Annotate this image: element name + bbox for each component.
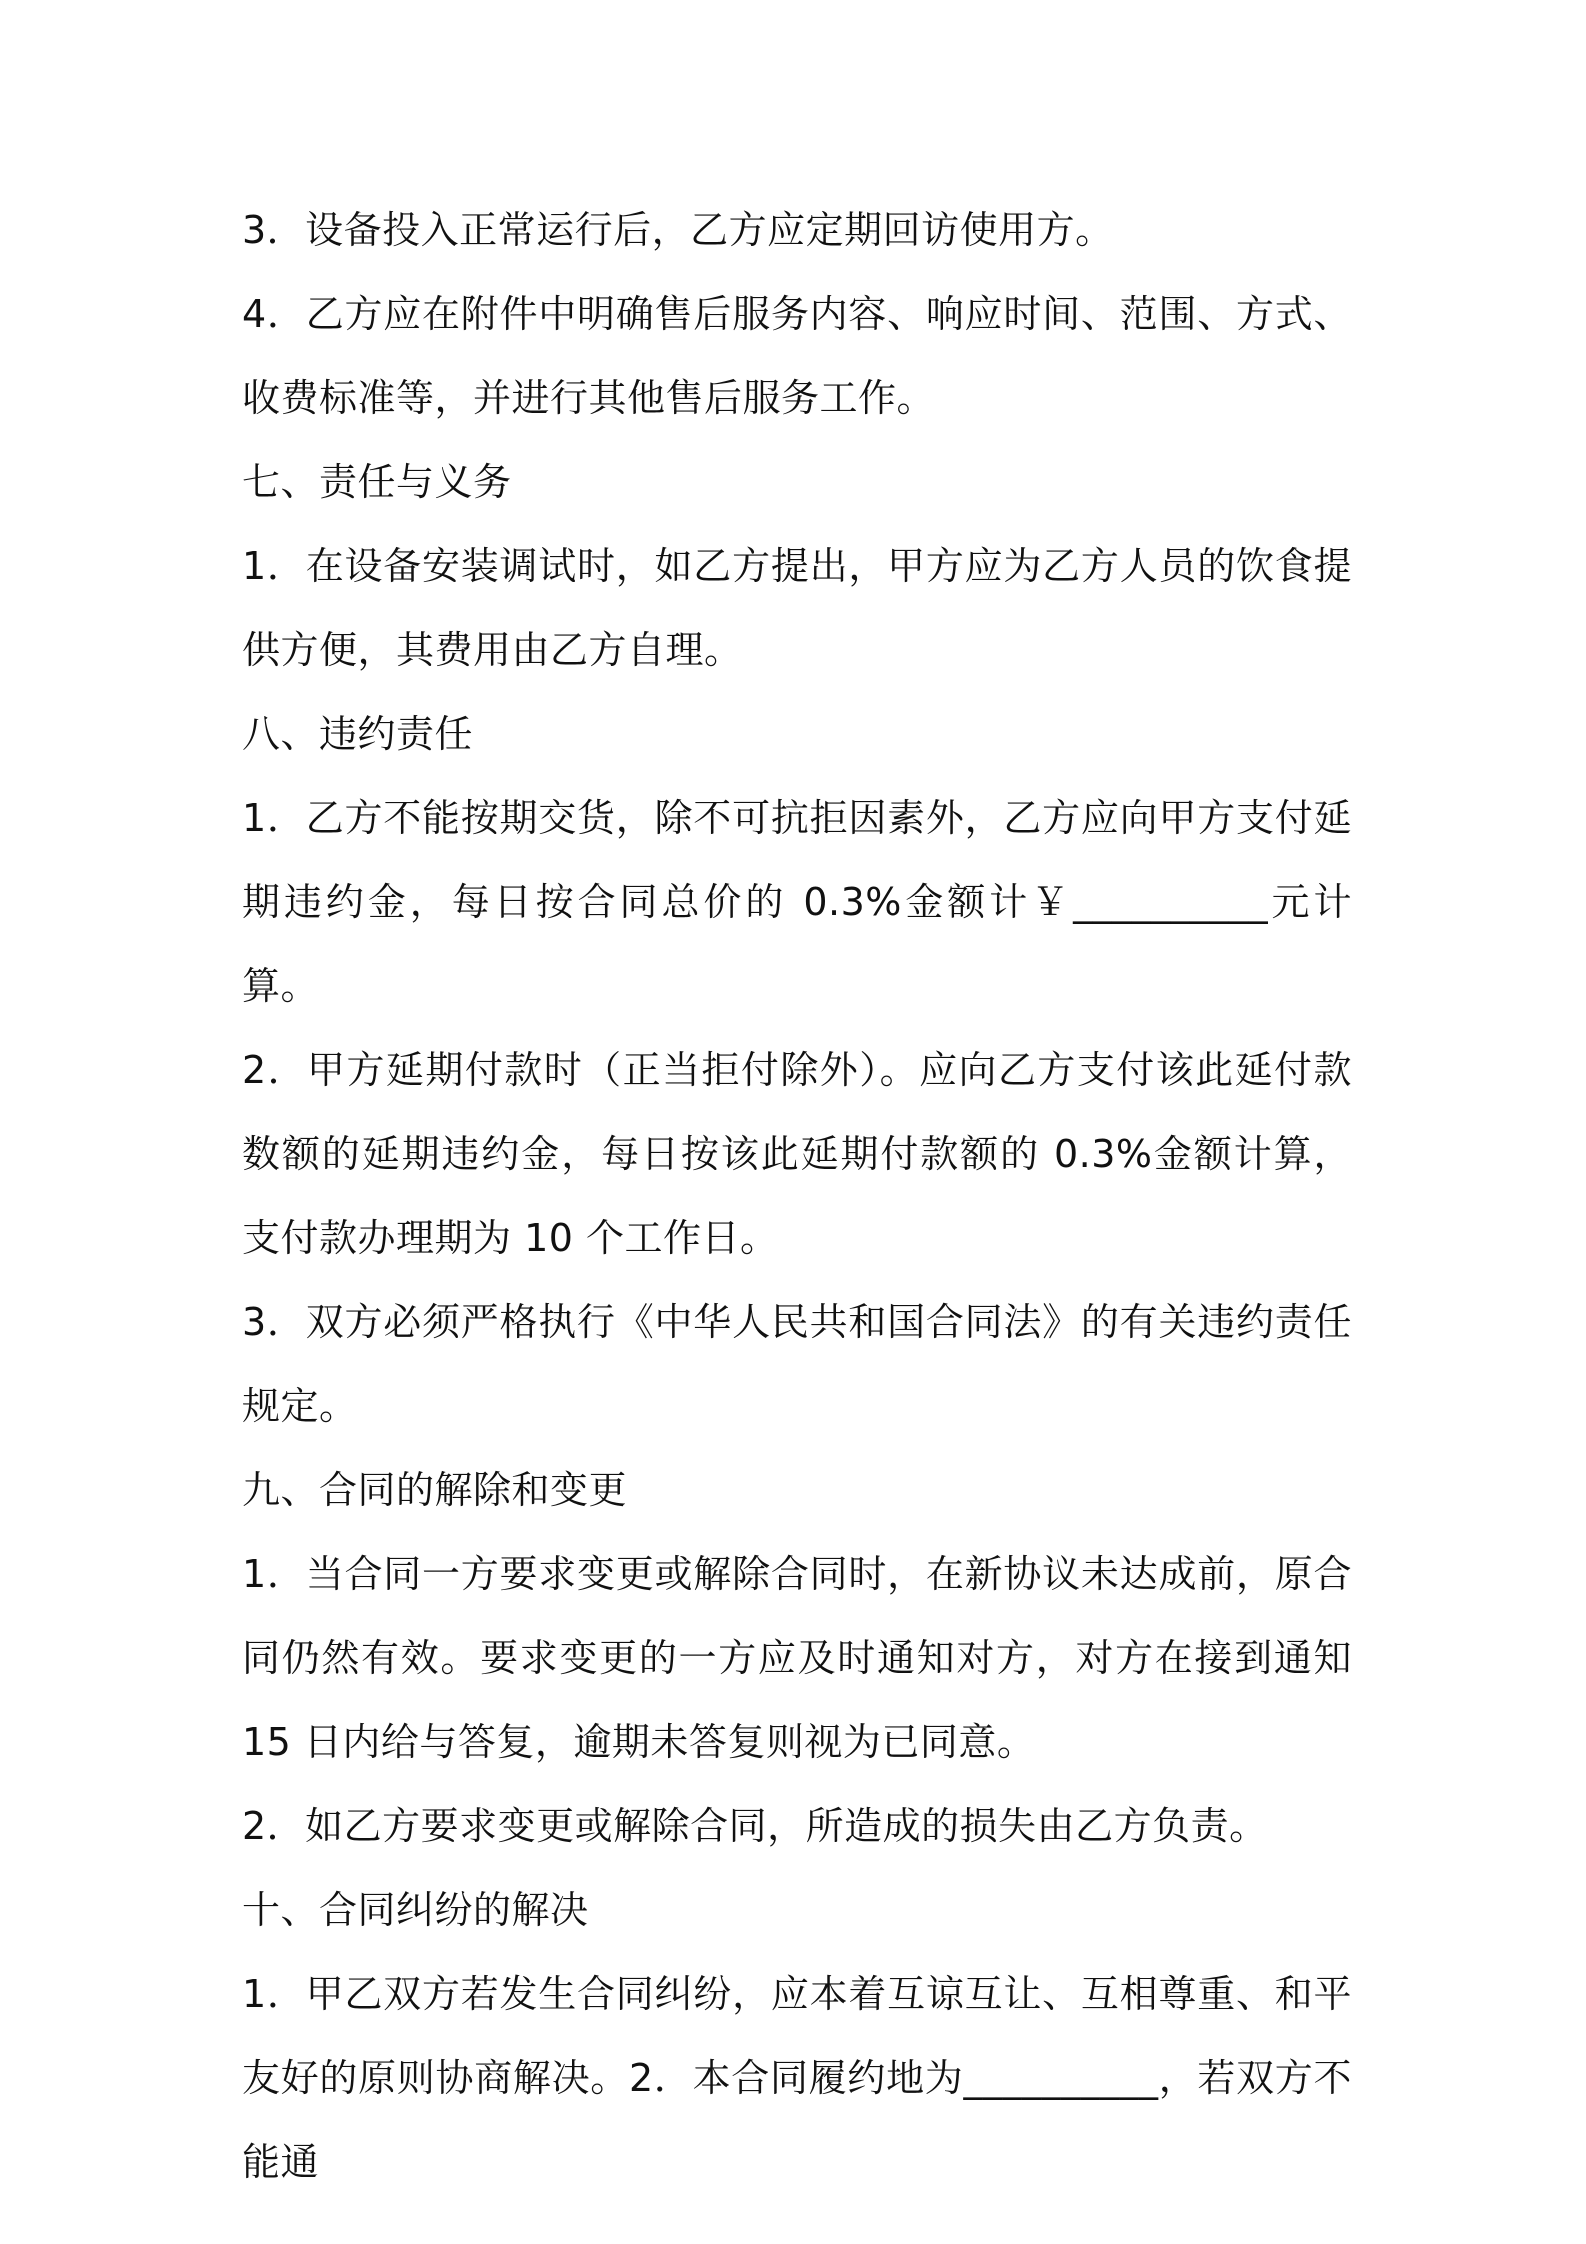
paragraph-8-3: 3．双方必须严格执行《中华人民共和国合同法》的有关违约责任规定。 [242, 1300, 1352, 1428]
paragraph-8-1: 1．乙方不能按期交货，除不可抗拒因素外，乙方应向甲方支付延期违约金，每日按合同总价的 0.3%金额计￥__________元计算。 [242, 796, 1352, 1008]
paragraph-item-3-followup: 3．设备投入正常运行后，乙方应定期回访使用方。 [242, 208, 1114, 252]
paragraph-10-1: 1．甲乙双方若发生合同纠纷，应本着互谅互让、互相尊重、和平友好的原则协商解决。2．本合同履约地为__________，若双方不能通 [242, 1972, 1352, 2184]
section-heading-7: 七、责任与义务 [242, 460, 512, 504]
paragraph-9-2: 2．如乙方要求变更或解除合同，所造成的损失由乙方负责。 [242, 1804, 1268, 1848]
paragraph-7-1: 1．在设备安装调试时，如乙方提出，甲方应为乙方人员的饮食提供方便，其费用由乙方自理。 [242, 544, 1352, 672]
section-heading-9: 九、合同的解除和变更 [242, 1468, 628, 1512]
section-heading-8: 八、违约责任 [242, 712, 474, 756]
paragraph-item-4-after-sales: 4．乙方应在附件中明确售后服务内容、响应时间、范围、方式、收费标准等，并进行其他售后服务工作。 [242, 292, 1352, 420]
document-page [242, 188, 1352, 2204]
paragraph-9-1: 1．当合同一方要求变更或解除合同时，在新协议未达成前，原合同仍然有效。要求变更的一方应及时通知对方，对方在接到通知 15 日内给与答复，逾期未答复则视为已同意。 [242, 1552, 1352, 1764]
section-heading-10: 十、合同纠纷的解决 [242, 1888, 589, 1932]
paragraph-8-2: 2．甲方延期付款时（正当拒付除外）。应向乙方支付该此延付款数额的延期违约金，每日按该此延期付款额的 0.3%金额计算，支付款办理期为 10 个工作日。 [242, 1048, 1352, 1260]
